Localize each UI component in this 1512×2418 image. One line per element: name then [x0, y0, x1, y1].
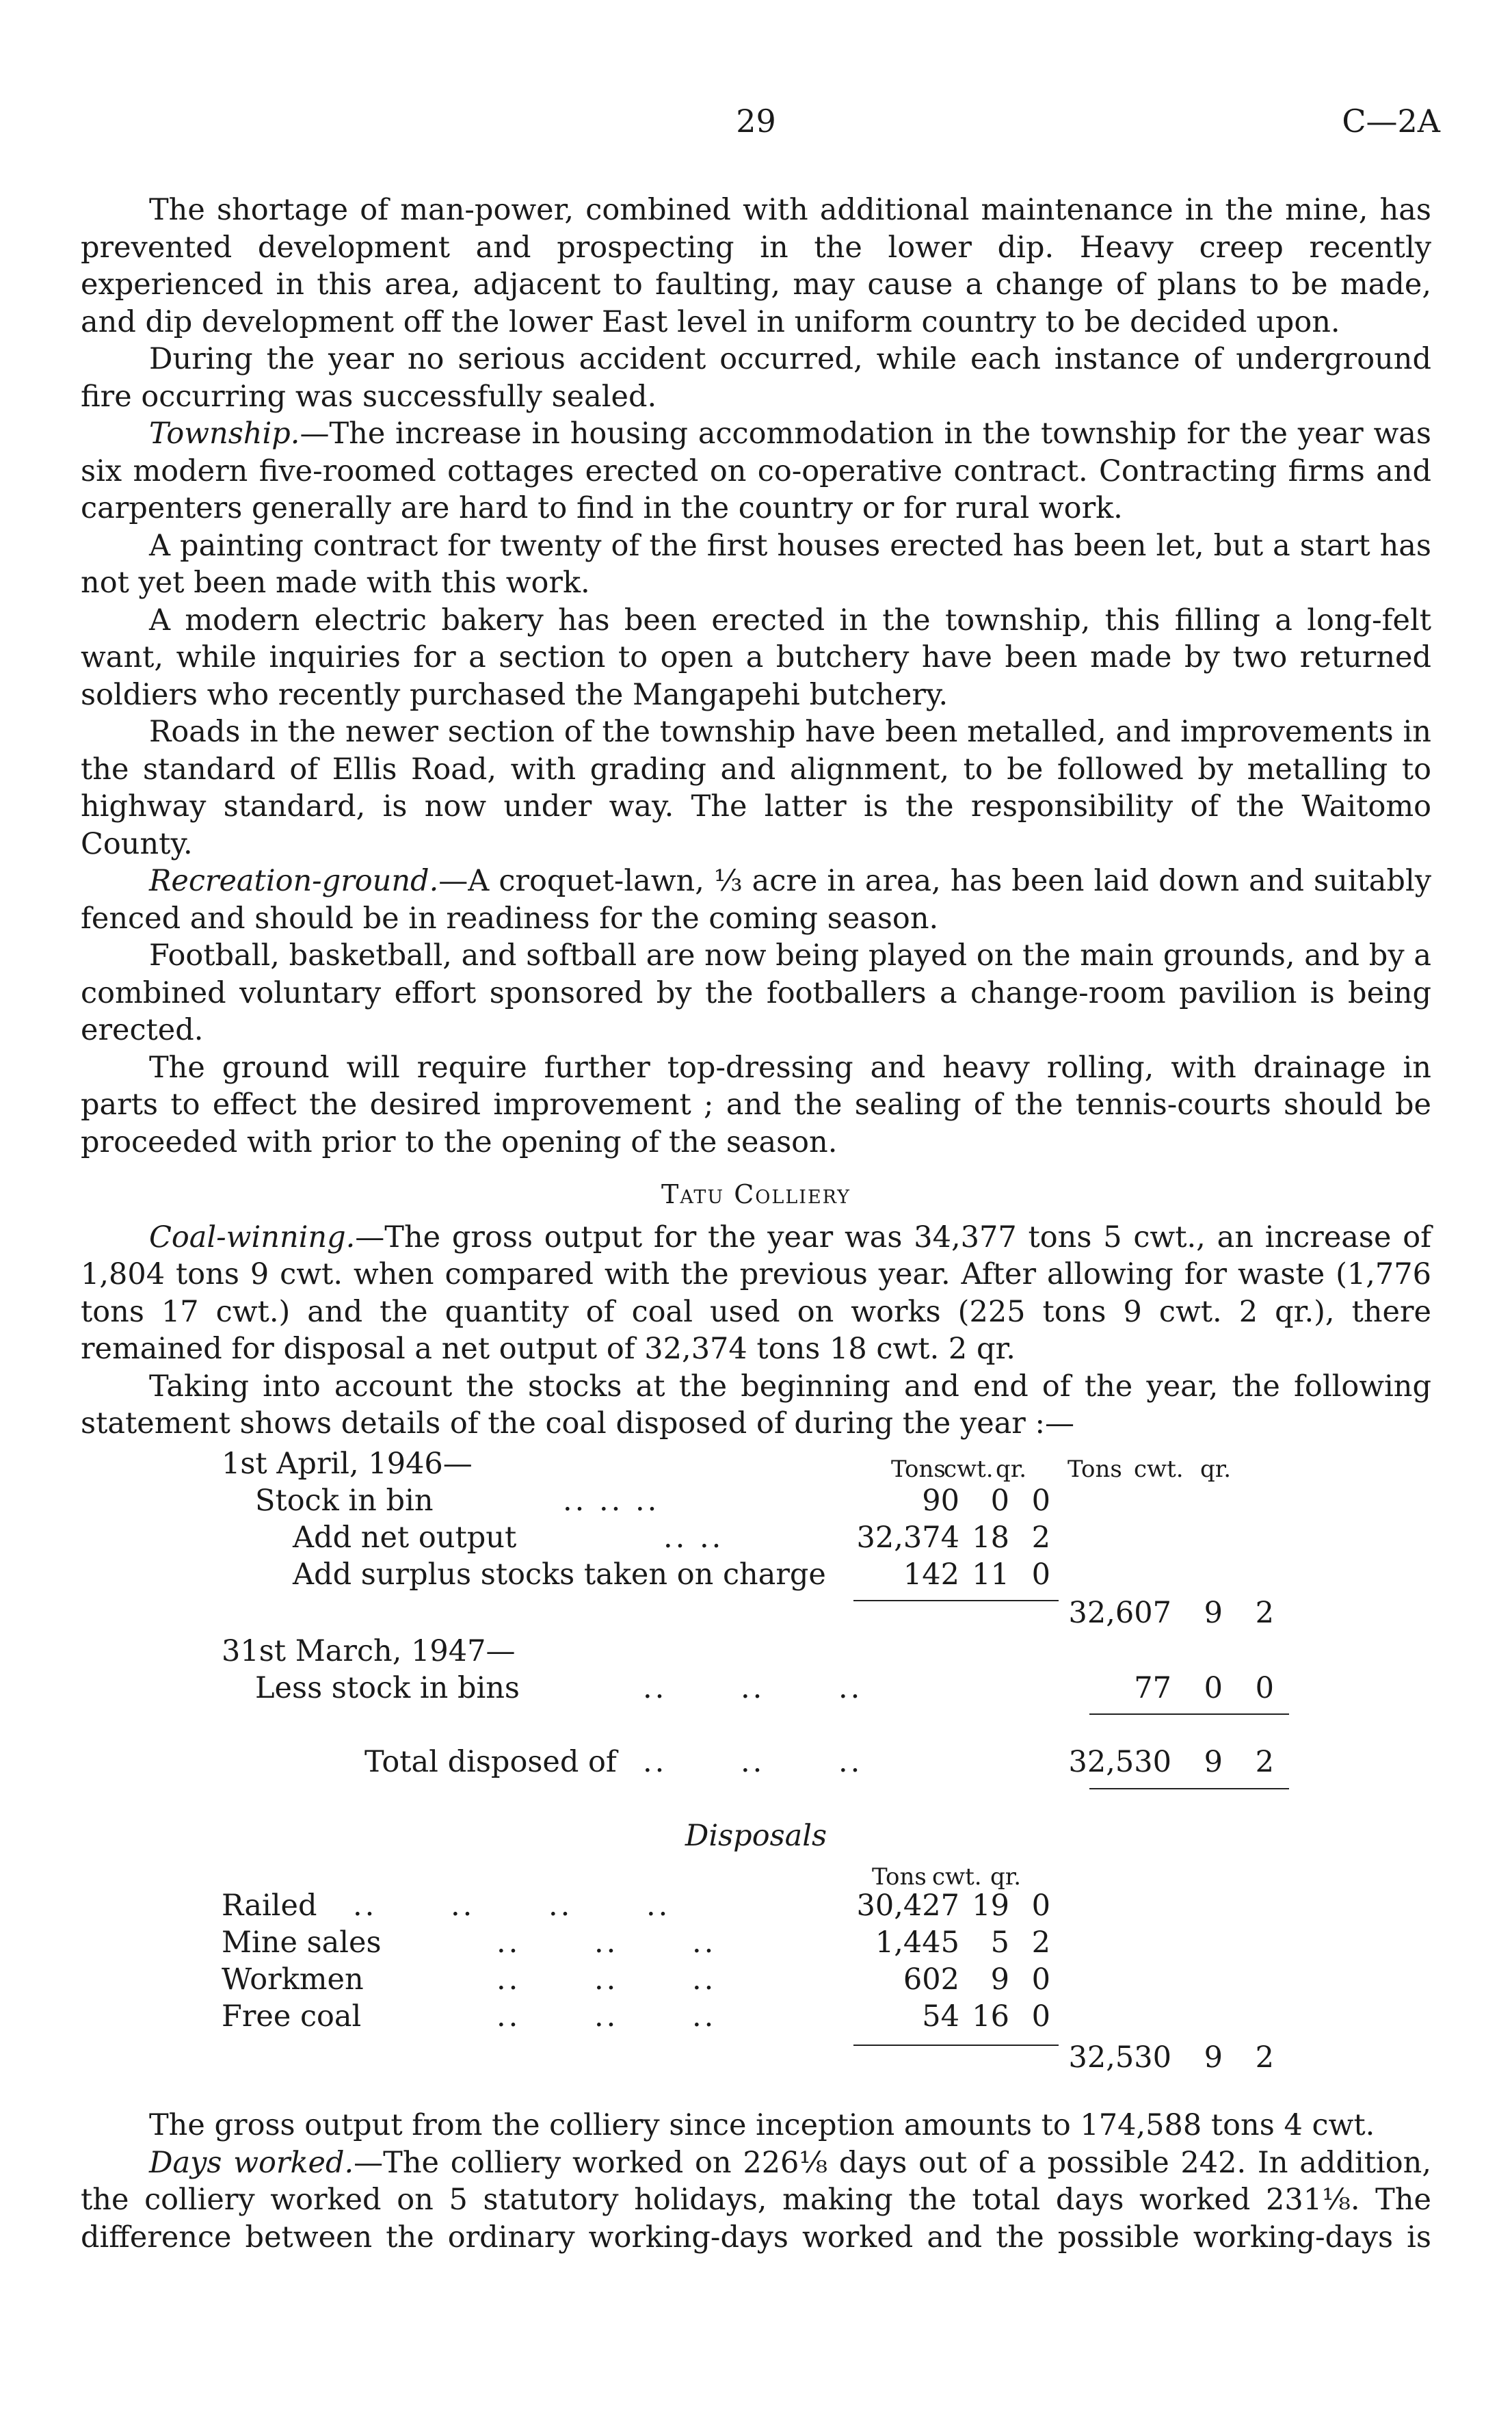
row-label: Workmen [222, 1962, 364, 1997]
cwt-value: 9 [1204, 2040, 1223, 2075]
column-header: qr. [990, 1863, 1022, 1891]
paragraph: Coal-winning.—The gross output for the year was 34,377 tons 5 cwt., an increase of 1,804 tons 9 cwt. when compared with the previous year. After allowing for waste (1,776 tons 17 cwt.) and the quantity of coal used on works (225 tons 9 cwt. 2 qr.), there remained for disposal a net output of 32,374 tons 18 cwt. 2 qr. [81, 1220, 1431, 1366]
qr-value: 0 [1255, 1670, 1274, 1705]
document-reference: C—2A [1342, 103, 1440, 140]
tons-value: 32,374 [856, 1520, 959, 1555]
cwt-value: 18 [972, 1520, 1009, 1555]
paragraph: A modern electric bakery has been erected in the township, this filling a long-felt want, while inquiries for a section to open a butchery have been made by two returned soldiers who recently purchased the Mangapehi butchery. [81, 603, 1431, 712]
body-text-bottom [81, 2107, 1431, 2256]
total-underline [1089, 1788, 1289, 1789]
leader-dots: .. .. .. [643, 1670, 863, 1705]
table-row [81, 1519, 1431, 1556]
table-row [81, 1998, 1431, 2035]
qr-value: 0 [1031, 1888, 1050, 1923]
total-rule [1089, 1713, 1289, 1715]
tons-value: 1,445 [875, 1925, 959, 1960]
cwt-value: 19 [972, 1888, 1009, 1923]
leader-dots: .. .. .. [496, 1925, 717, 1960]
table-row [81, 2039, 1431, 2076]
tons-value: 54 [922, 1999, 959, 2034]
cwt-value: 5 [990, 1925, 1009, 1960]
leader-dots: .. .. .. [643, 1744, 863, 1779]
column-header: Tons [891, 1455, 946, 1483]
qr-value: 0 [1031, 1962, 1050, 1997]
paragraph: Taking into account the stocks at the beginning and end of the year, the following statement shows details of the coal disposed of during the year :— [81, 1369, 1431, 1441]
paragraph: Roads in the newer section of the township have been metalled, and improvements in the standard of Ellis Road, with grading and alignment, to be followed by metalling to highway standard, is now under way. The latter is the responsibility of the Waitomo County. [81, 715, 1431, 861]
column-header: qr. [996, 1455, 1027, 1483]
paragraph: Township.—The increase in housing accommodation in the township for the year was six modern five-roomed cottages erected on co-operative contract. Contracting firms and carpenters generally are hard to find in the country or for rural work. [81, 417, 1431, 525]
column-header: cwt. [944, 1455, 994, 1483]
paragraph: The ground will require further top-dressing and heavy rolling, with drainage in parts to effect the desired improvement ; and the sealing of the tennis-courts should be proceeded with prior to the opening of the season. [81, 1050, 1431, 1159]
table-row [81, 1670, 1431, 1707]
row-label: Total disposed of [364, 1744, 617, 1779]
row-label: Stock in bin [255, 1483, 434, 1518]
qr-value: 0 [1031, 1557, 1050, 1592]
cwt-value: 9 [1204, 1744, 1223, 1779]
section-heading: Tatu Colliery [661, 1179, 851, 1209]
table-row [81, 1482, 1431, 1519]
body-text [81, 192, 1431, 2075]
leader-dots: .. .. .. .. [353, 1888, 671, 1923]
table-row [81, 1744, 1431, 1780]
table-row [81, 1924, 1431, 1961]
row-label: Add surplus stocks taken on charge [293, 1557, 826, 1592]
paragraph: The shortage of man-power, combined with additional maintenance in the mine, has prevented development and prospecting in the lower dip. Heavy creep recently experienced in this area, adjacent to faulting, may cause a change of plans to be made, and dip development off the lower East level in uniform country to be decided upon. [81, 193, 1431, 339]
table-row [81, 1556, 1431, 1593]
column-header: cwt. [932, 1863, 982, 1891]
column-header: Tons [872, 1863, 927, 1891]
table-row [81, 1854, 1431, 1891]
qr-value: 0 [1031, 1483, 1050, 1518]
row-label: Add net output [293, 1520, 517, 1555]
table-row [81, 1445, 1431, 1482]
leader-dots: .. .. .. [563, 1483, 660, 1518]
paragraph: During the year no serious accident occurred, while each instance of underground fire occurring was successfully sealed. [81, 342, 1431, 414]
table-row [81, 1633, 1431, 1670]
qr-value: 2 [1255, 1595, 1274, 1630]
table-row [81, 1887, 1431, 1924]
tons-value: 77 [1134, 1670, 1171, 1705]
cwt-value: 11 [972, 1557, 1009, 1592]
qr-value: 2 [1255, 2040, 1274, 2075]
date-label: 31st March, 1947— [222, 1633, 516, 1668]
qr-value: 2 [1031, 1520, 1050, 1555]
cwt-value: 16 [972, 1999, 1009, 2034]
paragraph: Football, basketball, and softball are now being played on the main grounds, and by a combined voluntary effort sponsored by the footballers a change-room pavilion is being erected. [81, 938, 1431, 1047]
tons-value: 30,427 [856, 1888, 959, 1923]
paragraph: Recreation-ground.—A croquet-lawn, ⅓ acre in area, has been laid down and suitably fenced and should be in readiness for the coming season. [81, 864, 1431, 936]
tons-value: 602 [903, 1962, 959, 1997]
table-row [81, 1961, 1431, 1998]
cwt-value: 0 [1204, 1670, 1223, 1705]
column-header: Tons [1067, 1455, 1122, 1483]
cwt-value: 9 [1204, 1595, 1223, 1630]
leader-dots: .. .. .. [496, 1999, 717, 2034]
qr-value: 2 [1031, 1925, 1050, 1960]
tons-value: 142 [903, 1557, 959, 1592]
leader-dots: .. .. .. [496, 1962, 717, 1997]
leader-dots: .. .. [663, 1520, 724, 1555]
date-label: 1st April, 1946— [222, 1446, 473, 1481]
tons-value: 32,530 [1068, 2040, 1171, 2075]
row-label: Less stock in bins [255, 1670, 520, 1705]
qr-value: 0 [1031, 1999, 1050, 2034]
paragraph: Days worked.—The colliery worked on 226⅛ days out of a possible 242. In addition, the colliery worked on 5 statutory holidays, making the total days worked 231⅛. The difference between the ordinary working-days worked and the possible working-days is [81, 2145, 1432, 2255]
row-label: Free coal [222, 1999, 362, 2034]
page-number: 29 [736, 103, 776, 140]
paragraph: The gross output from the colliery since inception amounts to 174,588 tons 4 cwt. [149, 2108, 1375, 2142]
page-header [0, 103, 1512, 150]
row-label: Mine sales [222, 1925, 382, 1960]
column-header: cwt. [1134, 1455, 1184, 1483]
row-label: Railed [222, 1888, 317, 1923]
table-row [81, 1594, 1431, 1631]
tons-value: 90 [922, 1483, 959, 1518]
paragraph: A painting contract for twenty of the first houses erected has been let, but a start has not yet been made with this work. [81, 528, 1431, 600]
qr-value: 2 [1255, 1744, 1274, 1779]
cwt-value: 9 [990, 1962, 1009, 1997]
column-header: qr. [1200, 1455, 1232, 1483]
cwt-value: 0 [990, 1483, 1009, 1518]
disposals-title: Disposals [685, 1818, 827, 1853]
tons-value: 32,530 [1068, 1744, 1171, 1779]
tons-value: 32,607 [1068, 1595, 1171, 1630]
